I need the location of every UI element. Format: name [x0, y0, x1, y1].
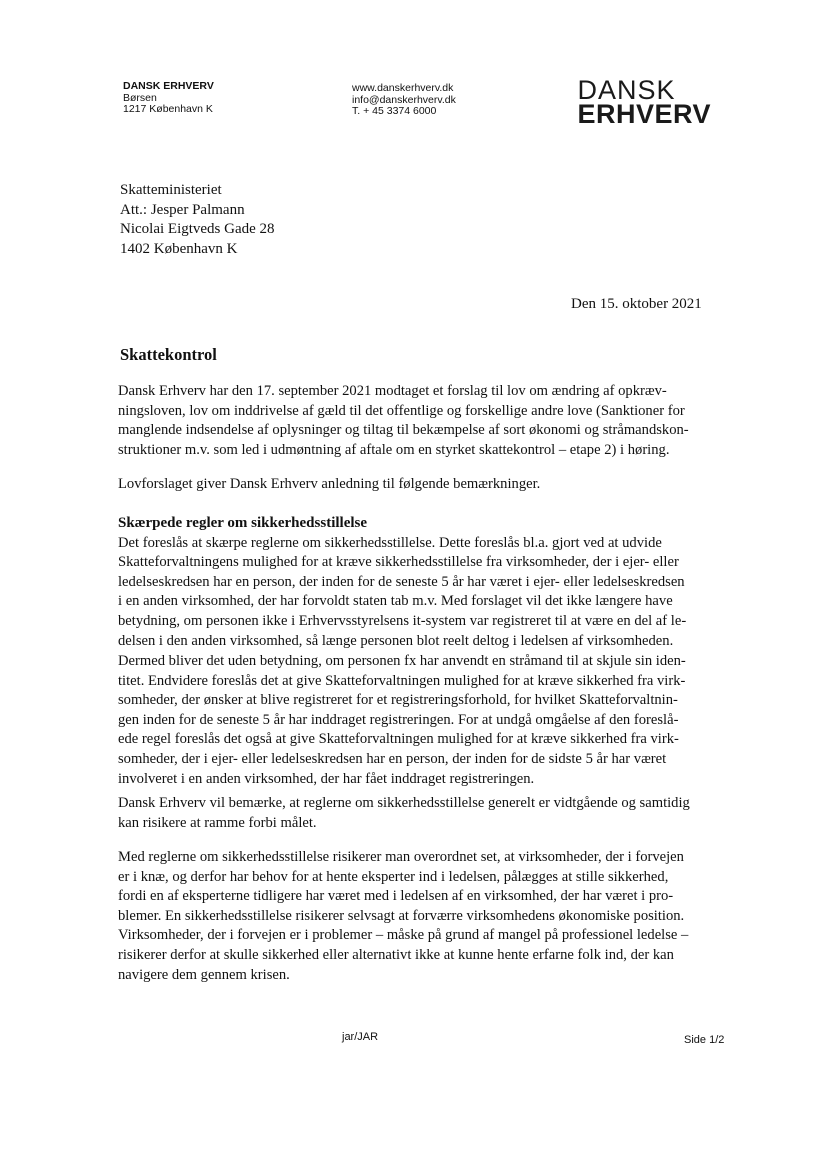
contact-phone: T. + 45 3374 6000 [352, 105, 437, 117]
text-line: er i knæ, og derfor har behov for at hente eksperter ind i ledelsen, pålægges at stille sikkerhed, [118, 868, 669, 885]
text-line: somheder, der ønsker at blive registreret for et registreringsforhold, for hvilket Skatteforvaltnin- [118, 692, 678, 709]
text-line: betydning, om personen ikke i Erhvervsstyrelsens it-system var registreret til at være en del af le- [118, 612, 687, 629]
section-paragraph-4 [118, 848, 710, 985]
recipient-address [120, 181, 275, 259]
text-line: Virksomheder, der i forvejen er i problemer – måske på grund af mangel på professionel ledelse – [118, 927, 689, 944]
text-line: Dansk Erhverv vil bemærke, at reglerne om sikkerhedsstillelse generelt er vidtgående og samtidig [118, 795, 690, 811]
text-line: delsen i den anden virksomhed, så længe personen blot reelt deltog i ledelsen af virksomheden. [118, 632, 674, 649]
text-line: titet. Endvidere foreslås det at give Skatteforvaltningen mulighed for at kræve sikkerhed fra virk- [118, 672, 686, 689]
section-paragraph-2 [118, 652, 710, 789]
contact-email: info@danskerhverv.dk [352, 93, 456, 106]
contact-web: www.danskerhverv.dk [352, 82, 454, 94]
footer-initials: jar/JAR [342, 1031, 379, 1043]
recipient-street: Nicolai Eigtveds Gade 28 [120, 221, 275, 238]
text-line: Dermed bliver det uden betydning, om personen fx har anvendt en stråmand til at skjule sin iden- [118, 653, 686, 669]
section-paragraph-1 [118, 534, 710, 652]
section-sikkerhedsstillelse [118, 514, 710, 651]
text-line: gen inden for de seneste 5 år har inddraget registreringen. For at undgå omgåelse af den foreslå- [118, 711, 679, 728]
text-line: Med reglerne om sikkerhedsstillelse risikerer man overordnet set, at virksomheder, der i forvejen [118, 849, 684, 865]
text-line: manglende indsendelse af oplysninger og tiltag til bekæmpelse af sort økonomi og stråmandskon- [118, 422, 689, 439]
text-line: Dansk Erhverv har den 17. september 2021 modtaget et forslag til lov om ændring af opkræv- [118, 383, 667, 399]
text-line: i en anden virksomhed, der har forvoldt staten tab m.v. Med forslaget vil det ikke længere have [118, 593, 673, 610]
text-line: ledelseskredsen har en person, der inden for de seneste 5 år har været i ejer- eller ledelseskredsen [118, 573, 685, 590]
remark-paragraph [118, 475, 710, 495]
section-paragraph-3 [118, 794, 710, 833]
text-line: kan risikere at ramme forbi målet. [118, 814, 317, 831]
recipient-city: 1402 København K [120, 240, 238, 257]
sender-block [123, 81, 214, 116]
contact-block [352, 83, 456, 118]
dansk-erhverv-logo [577, 75, 711, 129]
recipient-att: Att.: Jesper Palmann [120, 201, 245, 218]
letter-date: Den 15. oktober 2021 [571, 296, 702, 312]
text-line: somheder, der i ejer- eller ledelseskredsen har en person, der inden for de sidste 5 år har været [118, 750, 667, 767]
section-heading: Skærpede regler om sikkerhedsstillelse [118, 515, 368, 531]
text-line: struktioner m.v. som led i udmøntning af aftale om en styrket skattekontrol – etape 2) i høring. [118, 441, 670, 458]
sender-name: DANSK ERHVERV [123, 80, 214, 92]
text-line: navigere dem gennem krisen. [118, 966, 290, 983]
text-line: risikerer derfor at skulle sikkerhed eller alternativt ikke at kunne hente erfarne folk ind, der kan [118, 946, 674, 963]
text-line: Lovforslaget giver Dansk Erhverv anledning til følgende bemærkninger. [118, 476, 541, 492]
sender-street: Børsen [123, 91, 157, 104]
intro-paragraph [118, 382, 710, 460]
footer-page-number: Side 1/2 [684, 1034, 725, 1046]
text-line: Det foreslås at skærpe reglerne om sikkerhedsstillelse. Dette foreslås bl.a. gjort ved at udvide [118, 534, 662, 551]
logo-line-2: ERHVERV [577, 99, 711, 129]
text-line: ede regel foreslås det også at give Skatteforvaltningen mulighed for at kræve sikkerhed fra virk- [118, 731, 679, 748]
letter-title: Skattekontrol [120, 345, 217, 364]
text-line: fordi en af eksperterne tidligere har været med i ledelsen af en virksomhed, der har været i pro- [118, 888, 674, 905]
sender-city: 1217 København K [123, 103, 213, 115]
text-line: ningsloven, lov om inddrivelse af gæld til det offentlige og forskellige andre love (Sanktioner for [118, 402, 685, 419]
recipient-org: Skatteministeriet [120, 182, 222, 198]
text-line: involveret i en anden virksomhed, der har fået inddraget registreringen. [118, 770, 535, 787]
text-line: blemer. En sikkerhedsstillelse risikerer selvsagt at forværre virksomhedens økonomiske position. [118, 907, 685, 924]
logo-line-1: DANSK [577, 75, 676, 105]
text-line: Skatteforvaltningens mulighed for at kræve sikkerhedsstillelse fra virksomheder, der i ejer- eller [118, 554, 679, 571]
